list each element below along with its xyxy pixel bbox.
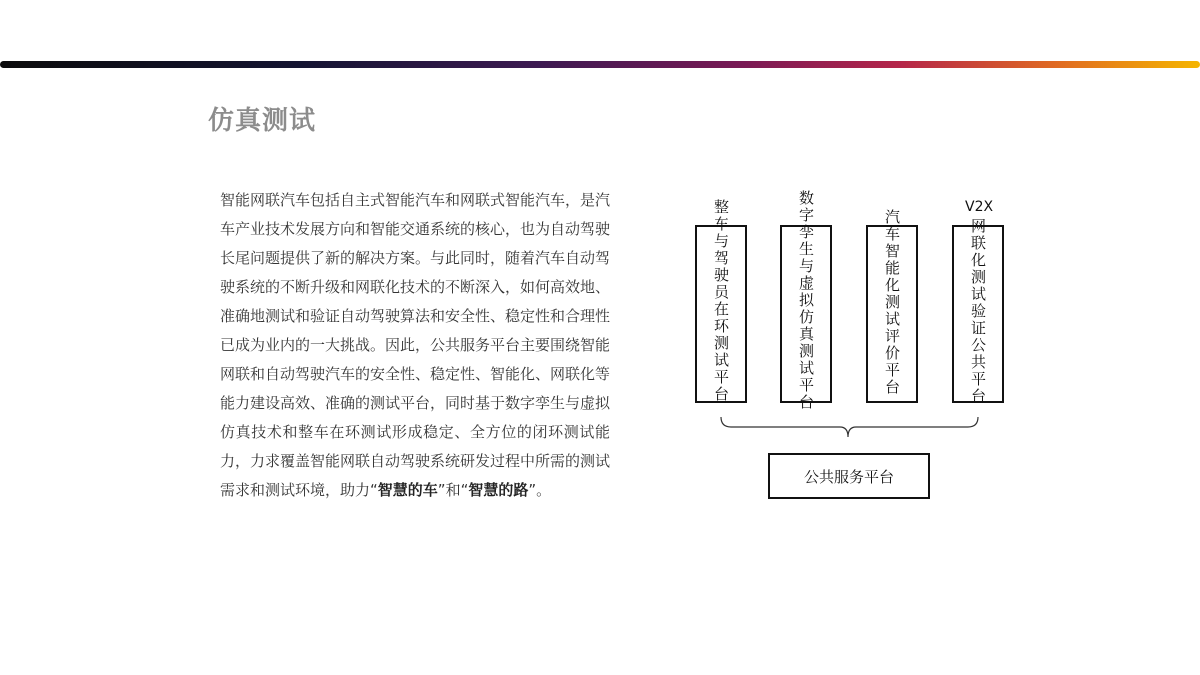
body-bold-smart-road: 智慧的路 <box>468 481 529 499</box>
body-bold-smart-car: 智慧的车 <box>377 481 438 499</box>
platform-diagram <box>690 185 1010 515</box>
column-label-2: 数字孪生与虚拟仿真测试平台 <box>797 190 815 411</box>
public-service-platform-box <box>768 453 930 499</box>
column-label-4-prefix: V2X <box>965 199 994 215</box>
column-label-1: 整车与驾驶员在环测试平台 <box>712 199 730 403</box>
bracket-connector <box>690 185 1010 455</box>
body-text-mid: ”和“ <box>437 481 469 499</box>
public-service-platform-label: 公共服务平台 <box>803 467 894 486</box>
body-paragraph <box>220 186 610 505</box>
top-gradient-bar <box>0 61 1200 68</box>
body-text-before: 智能网联汽车包括自主式智能汽车和网联式智能汽车，是汽车产业技术发展方向和智能交通系统的核心，也为自动驾驶长尾问题提供了新的解决方案。与此同时，随着汽车自动驾驶系统的不断升级和网联化技术的不断深入，如何高效地、准确地测试和验证自动驾驶算法和安全性、稳定性和合理性已成为业内的一大挑战。因此，公共服务平台主要围绕智能网联和自动驾驶汽车的安全性、稳定性、智能化、网联化等能力建设高效、准确的测试平台，同时基于数字孪生与虚拟仿真技术和整车在环测试形成稳定、全方位的闭环测试能力，力求覆盖智能网联自动驾驶系统研发过程中所需的测试需求和测试环境，助力“ <box>220 191 611 499</box>
body-text-end: ”。 <box>528 481 552 499</box>
page-title: 仿真测试 <box>208 106 317 136</box>
column-label-3: 汽车智能化测试评价平台 <box>883 209 901 396</box>
column-label-4: 网联化测试验证公共平台 <box>969 218 987 405</box>
